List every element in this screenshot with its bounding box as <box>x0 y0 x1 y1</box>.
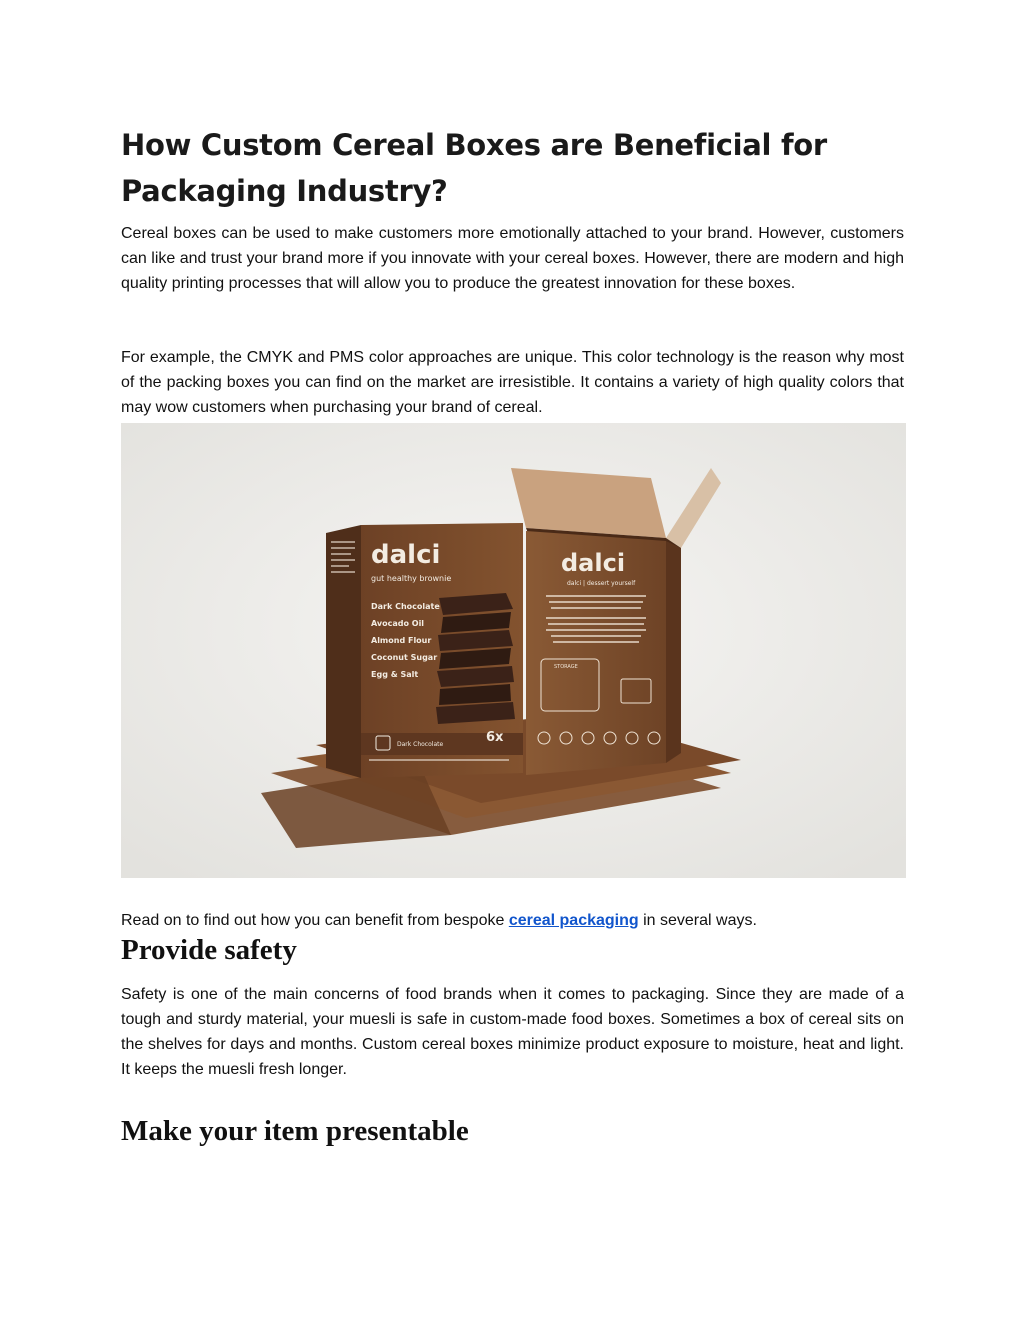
ingredient-1: Dark Chocolate <box>371 602 440 611</box>
section-heading-safety: Provide safety <box>121 934 297 966</box>
cereal-packaging-link[interactable]: cereal packaging <box>508 912 639 929</box>
ingredient-3: Almond Flour <box>371 636 432 645</box>
back-brand-text: dalci <box>561 549 626 577</box>
example-paragraph: For example, the CMYK and PMS color approaches are unique. This color technology is the reason why most of the packing boxes you can find on the market are irresistible. It contains a variety of high quality colors that may wow customers when purchasing your brand of cereal. <box>121 349 904 416</box>
ingredient-5: Egg & Salt <box>371 670 419 679</box>
safety-paragraph: Safety is one of the main concerns of food brands when it comes to packaging. Since they are made of a tough and sturdy material, your muesli is safe in custom-made food boxes. Sometimes a box of cereal sits on the shelves for days and months. Custom cereal boxes minimize product exposure to moisture, heat and light. It keeps the muesli fresh longer. <box>121 986 904 1078</box>
read-on-text-after: in several ways. <box>638 912 757 929</box>
right-box-side <box>666 541 681 763</box>
ingredient-4: Coconut Sugar <box>371 653 438 662</box>
intro-paragraph: Cereal boxes can be used to make customers more emotionally attached to your brand. However, customers can like and trust your brand more if you innovate with your cereal boxes. However, there are modern and high quality printing processes that will allow you to produce the greatest innovation for these boxes. <box>121 225 904 292</box>
section-heading-presentable: Make your item presentable <box>121 1115 469 1147</box>
box-tagline-text: gut healthy brownie <box>371 574 452 583</box>
storage-label: STORAGE <box>554 664 578 670</box>
right-box-top-flap <box>511 468 666 538</box>
back-tagline-text: dalci | dessert yourself <box>567 580 636 587</box>
article-title: How Custom Cereal Boxes are Beneficial for Packaging Industry? <box>121 128 827 208</box>
box-count-text: 6x <box>486 730 504 745</box>
box-flavor-text: Dark Chocolate <box>397 741 444 748</box>
ingredient-2: Avocado Oil <box>371 619 425 628</box>
read-on-text-before: Read on to find out how you can benefit from bespoke <box>121 912 509 929</box>
left-box-side <box>326 525 361 778</box>
box-brand-text: dalci <box>371 540 441 570</box>
read-on-paragraph <box>121 908 904 933</box>
product-photo <box>121 423 906 878</box>
